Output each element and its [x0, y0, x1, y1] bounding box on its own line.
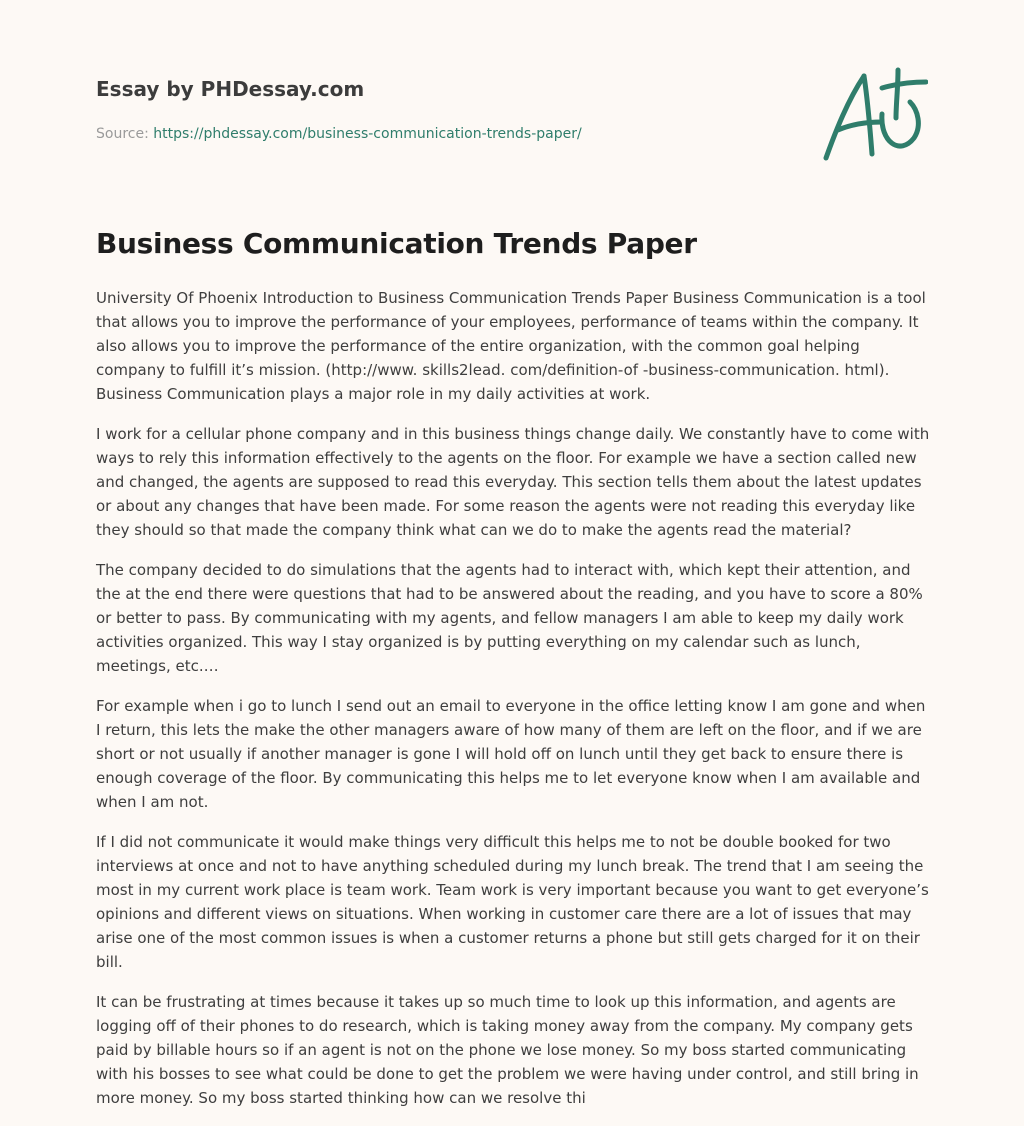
source-line	[96, 124, 928, 144]
essay-title: Business Communication Trends Paper	[96, 227, 697, 260]
page-header	[96, 74, 928, 174]
essay-paragraph: If I did not communicate it would make things very difficult this helps me to not be double booked for two interviews at once and not to have anything scheduled during my lunch break. The trend that I am seeing the most in my current work place is team work. Team work is very important because you want to get everyone’s opinions and different views on situations. When working in customer care there are a lot of issues that may arise one of the most common issues is when a customer returns a phone but still gets charged for it on their bill.	[96, 833, 929, 971]
essay-paragraph: The company decided to do simulations that the agents had to interact with, which kept their attention, and the at the end there were questions that had to be answered about the reading, and you have to score a 80% or better to pass. By communicating with my agents, and fellow managers I am able to keep my daily work activities organized. This way I stay organized is by putting everything on my calendar such as lunch, meetings, etc.…	[96, 561, 923, 675]
essay-paragraph: For example when i go to lunch I send out an email to everyone in the office letting know I am gone and when I return, this lets the make the other managers aware of how many of them are left on the floor, and if we are short or not usually if another manager is gone I will hold off on lunch until they get back to ensure there is enough coverage of the floor. By communicating this helps me to let everyone know when I am available and when I am not.	[96, 697, 926, 811]
brand-title: Essay by PHDessay.com	[96, 77, 365, 101]
source-link[interactable]: https://phdessay.com/business-communication-trends-paper/	[153, 126, 582, 142]
essay-body	[96, 286, 932, 1126]
source-label: Source:	[96, 126, 149, 142]
essay-paragraph: It can be frustrating at times because it takes up so much time to look up this information, and agents are logging off of their phones to do research, which is taking money away from the company. My company gets paid by billable hours so if an agent is not on the phone we lose money. So my boss started communicating with his bosses to see what could be done to get the problem we were having under control, and still bring in more money. So my boss started thinking how can we resolve thi	[96, 993, 919, 1107]
essay-paragraph: University Of Phoenix Introduction to Business Communication Trends Paper Business Communication is a tool that allows you to improve the performance of your employees, performance of teams within the company. It also allows you to improve the performance of the entire organization, with the common goal helping company to fulfill it’s mission. (http://www. skills2lead. com/definition-of -business-communication. html). Business Communication plays a major role in my daily activities at work.	[96, 289, 926, 403]
essay-paragraph: I work for a cellular phone company and in this business things change daily. We constantly have to come with ways to rely this information effectively to the agents on the floor. For example we have a section called new and changed, the agents are supposed to read this everyday. This section tells them about the latest updates or about any changes that have been made. For some reason the agents were not reading this everyday like they should so that made the company think what can we do to make the agents read the material?	[96, 425, 930, 539]
a-plus-logo-icon	[822, 64, 928, 164]
